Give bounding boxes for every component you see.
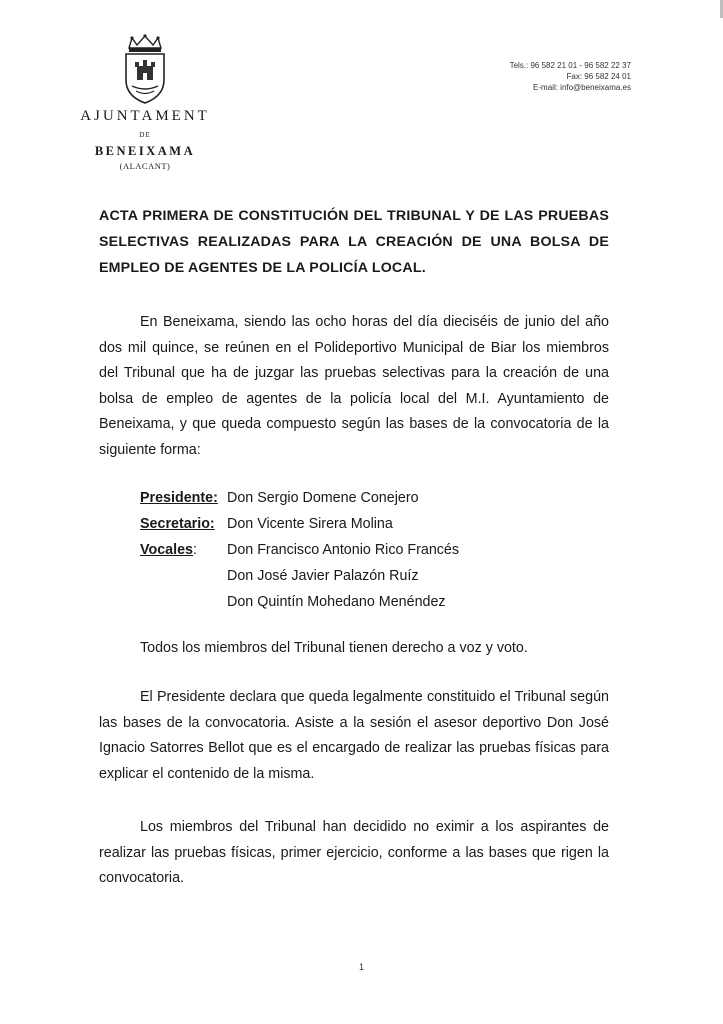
president-row	[140, 485, 459, 511]
vocales-colon: :	[193, 542, 197, 558]
vocal-row	[140, 589, 459, 615]
vocal-row	[140, 563, 459, 589]
coat-of-arms-icon	[120, 34, 170, 106]
document-title: ACTA PRIMERA DE CONSTITUCIÓN DEL TRIBUNAL Y DE LAS PRUEBAS SELECTIVAS REALIZADAS PARA LA CREACIÓN DE UNA BOLSA DE EMPLEO DE AGENTES DE LA POLICÍA LOCAL.	[99, 208, 609, 276]
contact-block	[510, 60, 631, 93]
vocal-name: Don Quintín Mohedano Menéndez	[227, 594, 446, 610]
contact-tel: Tels.: 96 582 21 01 - 96 582 22 37	[509, 61, 631, 70]
members-paragraph: Los miembros del Tribunal han decidido no eximir a los aspirantes de realizar las pruebas físicas, primer ejercicio, conforme a las bases que rigen la convocatoria.	[99, 819, 609, 886]
page-number: 1	[358, 962, 364, 972]
vocal-name: Don Francisco Antonio Rico Francés	[227, 542, 460, 558]
org-name: AJUNTAMENT	[80, 108, 210, 124]
org-de: DE	[139, 131, 151, 139]
contact-fax: Fax: 96 582 24 01	[566, 72, 631, 81]
vocal-row	[140, 537, 459, 563]
vocales-label-wrap	[140, 537, 227, 563]
org-province: (ALACANT)	[119, 161, 171, 171]
tribunal-members	[140, 485, 459, 615]
vocales-label: Vocales	[140, 542, 193, 558]
president-label: Presidente:	[140, 490, 218, 506]
president-paragraph: El Presidente declara que queda legalmente constituido el Tribunal según las bases de la convocatoria. Asiste a la sesión el asesor deportivo Don José Ignacio Satorres Bellot que es el encargado de realizar las pruebas físicas para explicar el contenido de la misma.	[99, 689, 609, 782]
president-name: Don Sergio Domene Conejero	[227, 490, 419, 506]
contact-email: E-mail: info@beneixama.es	[533, 83, 631, 92]
secretary-label: Secretario:	[140, 516, 215, 532]
organization-block	[60, 108, 230, 171]
rights-paragraph: Todos los miembros del Tribunal tienen derecho a voz y voto.	[140, 640, 528, 656]
vocal-name: Don José Javier Palazón Ruíz	[227, 568, 419, 584]
secretary-row	[140, 511, 459, 537]
secretary-name: Don Vicente Sirera Molina	[227, 516, 393, 532]
org-town: BENEIXAMA	[94, 144, 196, 158]
intro-paragraph: En Beneixama, siendo las ocho horas del día dieciséis de junio del año dos mil quince, se reúnen en el Polideportivo Municipal de Biar los miembros del Tribunal que ha de juzgar las pruebas selectivas para la creación de una bolsa de empleo de agentes de la policía local del M.I. Ayuntamiento de Beneixama, y que queda compuesto según las bases de la convocatoria de la siguiente forma:	[99, 314, 609, 458]
